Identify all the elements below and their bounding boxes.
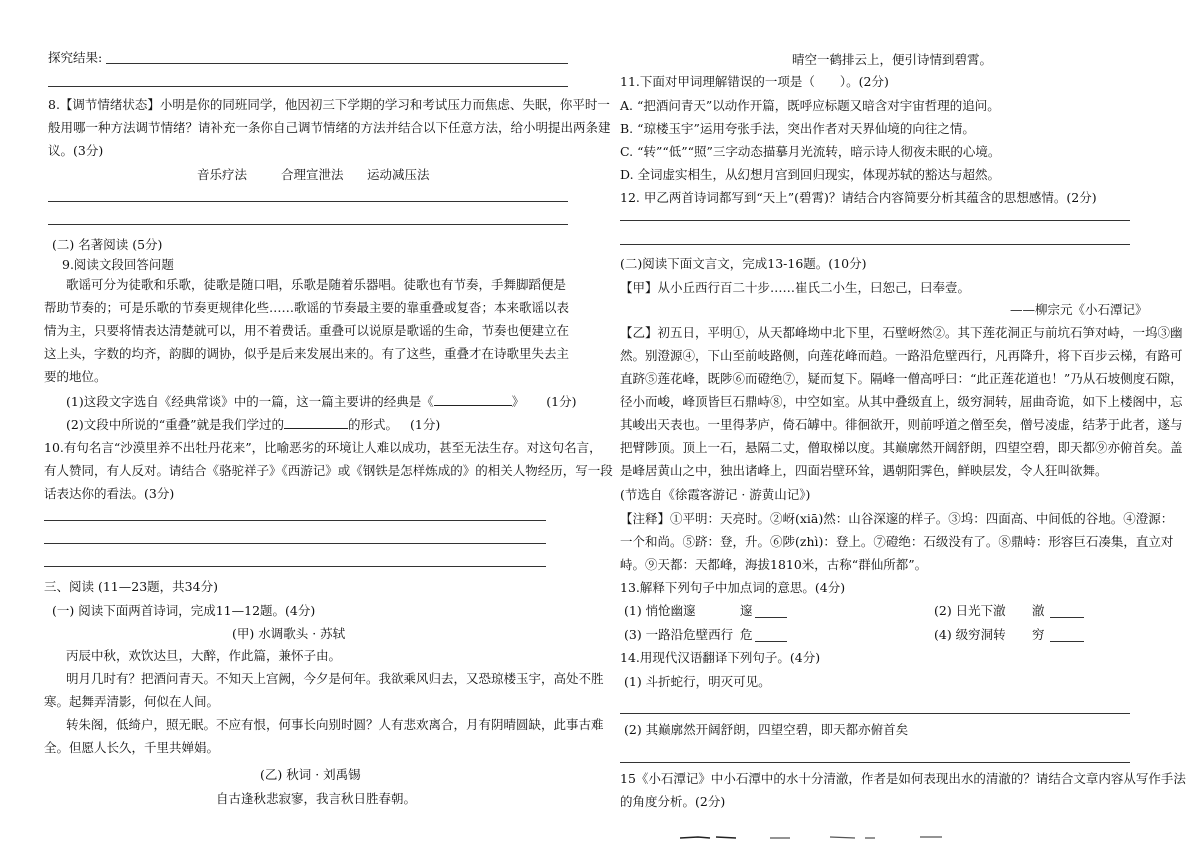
poem-yi-line: 晴空一鹤排云上，便引诗情到碧霄。	[792, 52, 993, 67]
passage-yi-line: 把臂陟顶。顶上一石，悬隔二丈，僧取梯以度。其巅廓然开阔舒朗，四望空碧，即天都⑨亦俯首矣。盖	[620, 440, 1183, 455]
poem-jia-title: (甲) 水调歌头 · 苏轼	[232, 626, 346, 641]
q13-stem: 13.解释下列句子中加点词的意思。(4分)	[620, 580, 846, 595]
poem-jia-line: 全。但愿人长久，千里共婵娟。	[44, 740, 220, 755]
passage-yi-line: 其峻出天表也。一里得茅庐，倚石罅中。徘徊欲开，则前呼道之僧至矣，僧号凌虚，结茅于此者，遂与	[620, 417, 1183, 432]
passage-yi-line: 径小而峻，峰顶皆巨石鼎峙⑧，中空如室。从其中叠级直上，级穷洞转，屈曲奇诡，如下上楼阁中，忘	[620, 394, 1183, 409]
q9-passage-line: 歌谣可分为徒歌和乐歌，徒歌是随口唱，乐歌是随着乐器唱。徒歌也有节奏，手舞脚蹈便是	[66, 277, 567, 292]
poem-jia-line: 寒。起舞弄清影，何似在人间。	[44, 694, 220, 709]
q9-subquestion-2	[66, 416, 440, 433]
q13-item-2: (2) 日光下澈	[934, 603, 1006, 618]
answer-line[interactable]	[106, 63, 568, 64]
passage-yi-line: 然。别澄源④，下山至前岐路侧，向莲花峰而趋。一路沿危壁西行，凡再降升，将下百步云梯，有路可	[620, 348, 1183, 363]
q9-2-score: (1分)	[410, 417, 441, 432]
q9-passage-line: 这上头，字数的均齐，韵脚的调协，似乎是后来发展出来的。有了这些，重叠才在诗歌里失去主	[44, 346, 570, 361]
q11-option-a[interactable]: A. “把酒问青天”以动作开篇，既呼应标题又暗含对宇宙哲理的追问。	[620, 98, 1000, 113]
notes-line: 一个和尚。⑤跻：登，升。⑥陟(zhì)：登上。⑦磴绝：石级没有了。⑧鼎峙：形容巨石凑集，直立对	[620, 534, 1174, 549]
answer-line[interactable]	[44, 543, 546, 544]
q14-stem: 14.用现代汉语翻译下列句子。(4分)	[620, 650, 821, 665]
answer-line[interactable]	[48, 224, 568, 225]
q9-title: 9.阅读文段回答问题	[62, 257, 174, 272]
q10-line: 有人赞同，有人反对。请结合《骆驼祥子》《西游记》或《钢铁是怎样炼成的》的相关人物经历，写一段	[44, 463, 613, 478]
q14-sentence-1: (1) 斗折蛇行，明灭可见。	[624, 674, 771, 689]
scan-artifact-marks	[680, 832, 980, 842]
q9-passage-line: 情为主，只要将情表达清楚就可以，用不着费话。重叠可以说原是歌谣的生命，节奏也便建立在	[44, 323, 570, 338]
passage-yi-line: 直跻⑤莲花峰，既陟⑥而磴绝⑦，疑而复下。隔峰一僧高呼曰：“此正莲花道也！”乃从石坡侧度石隙，	[620, 371, 1183, 386]
q13-item-2-word: 澈	[1032, 603, 1045, 618]
poem-section-instructions: (一) 阅读下面两首诗词，完成11—12题。(4分)	[52, 603, 316, 618]
answer-line[interactable]	[48, 201, 568, 202]
poem-jia-preface: 丙辰中秋，欢饮达旦，大醉，作此篇，兼怀子由。	[66, 648, 342, 663]
answer-line[interactable]	[620, 244, 1130, 245]
passage-yi-line: 【乙】初五日，平明①，从天都峰坳中北下里，石壁岈然②。其下莲花洞正与前坑石笋对峙，一坞③幽	[620, 325, 1183, 340]
q9-2-text: (2)文段中所说的“重叠”就是我们学过的	[66, 417, 284, 432]
q13-item-3-blank[interactable]	[755, 641, 787, 642]
q11-stem: 11.下面对甲词理解错误的一项是（ ）。(2分)	[620, 74, 889, 89]
q9-2-blank[interactable]	[284, 416, 348, 429]
method-vent: 合理宣泄法	[281, 167, 344, 182]
q8-line-2: 般用哪一种方法调节情绪？请补充一条你自己调节情绪的方法并结合以下任意方法，给小明提出两条建	[48, 120, 611, 135]
answer-line[interactable]	[44, 520, 546, 521]
poem-jia-line: 明月几时有？把酒问青天。不知天上宫阙，今夕是何年。我欲乘风归去，又恐琼楼玉宇，高处不胜	[66, 671, 604, 686]
q13-item-3-word: 危	[740, 627, 753, 642]
q15-line: 15《小石潭记》中小石潭中的水十分清澈，作者是如何表现出水的清澈的？请结合文章内容从写作手法	[620, 771, 1186, 786]
q13-item-4-blank[interactable]	[1050, 641, 1084, 642]
answer-line[interactable]	[48, 86, 568, 87]
q13-item-1: (1) 悄怆幽邃	[624, 603, 696, 618]
q9-1-close: 》	[511, 394, 525, 409]
poem-yi-title: (乙) 秋词 · 刘禹锡	[260, 767, 361, 782]
q11-option-b[interactable]: B. “琼楼玉宇”运用夸张手法，突出作者对天界仙境的向往之情。	[620, 121, 975, 136]
answer-line[interactable]	[44, 566, 546, 567]
q13-item-1-word: 邃	[740, 603, 753, 618]
q11-option-c[interactable]: C. “转”“低”“照”三字动态描摹月光流转，暗示诗人彻夜未眠的心境。	[620, 144, 1001, 159]
q10-line: 话表达你的看法。(3分)	[44, 486, 175, 501]
method-exercise: 运动减压法	[367, 167, 430, 182]
q13-item-2-blank[interactable]	[1050, 617, 1084, 618]
notes-line: 峙。⑨天都：天都峰，海拔1810米，古称“群仙所都”。	[620, 557, 928, 572]
poem-jia-line: 转朱阁，低绮户，照无眠。不应有恨，何事长向别时圆？人有悲欢离合，月有阴晴圆缺，此事古难	[66, 717, 604, 732]
answer-line[interactable]	[620, 713, 1130, 714]
poem-yi-line: 自古逢秋悲寂寥，我言秋日胜春朝。	[216, 791, 417, 806]
q13-item-4-word: 穷	[1032, 627, 1045, 642]
passage-jia-source: ——柳宗元《小石潭记》	[1010, 302, 1148, 317]
explore-result-label: 探究结果:	[48, 50, 103, 65]
q15-line: 的角度分析。(2分)	[620, 794, 726, 809]
q9-1-score: (1分)	[546, 394, 577, 409]
q13-item-1-blank[interactable]	[755, 617, 787, 618]
section-classic-reading-title: (二) 名著阅读 (5分)	[52, 237, 163, 252]
passage-yi-line: 是峰居黄山之中，独出诸峰上，四面岩壁环耸，遇朝阳霁色，鲜映层发，令人狂叫欲舞。	[620, 463, 1108, 478]
section-reading-title: 三、阅读 (11—23题，共34分)	[44, 579, 218, 594]
answer-line[interactable]	[620, 762, 1130, 763]
passage-jia: 【甲】从小丘西行百二十步……崔氏二小生，曰恕己，曰奉壹。	[620, 280, 971, 295]
q11-option-d[interactable]: D. 全词虚实相生，从幻想月宫到回归现实，体现苏轼的豁达与超然。	[620, 167, 1001, 182]
q10-line: 10.有句名言“沙漠里养不出牡丹花来”，比喻恶劣的环境让人难以成功，甚至无法生存。对这句名言，	[44, 440, 602, 455]
notes-line: 【注释】①平明：天亮时。②岈(xiā)然：山谷深邃的样子。③坞：四面高、中间低的谷地。④澄源：	[620, 511, 1174, 526]
classical-section-title: (二)阅读下面文言文，完成13-16题。(10分)	[620, 256, 867, 271]
q14-sentence-2: (2) 其巅廓然开阔舒朗，四望空碧，即天都亦俯首矣	[624, 722, 909, 737]
q13-item-4: (4) 级穷洞转	[934, 627, 1006, 642]
method-music: 音乐疗法	[197, 167, 248, 182]
q9-2-tail: 的形式。	[348, 417, 399, 432]
q9-passage-line: 帮助节奏的；可是乐歌的节奏更规律化些……歌谣的节奏最主要的靠重叠或复沓；本来歌谣以表	[44, 300, 570, 315]
q9-1-text: (1)这段文字选自《经典常谈》中的一篇，这一篇主要讲的经典是《	[66, 394, 434, 409]
passage-yi-source: (节选自《徐霞客游记 · 游黄山记》)	[620, 487, 811, 502]
q13-item-3: (3) 一路沿危壁西行	[624, 627, 734, 642]
q9-passage-line: 要的地位。	[44, 369, 107, 384]
q9-subquestion-1	[66, 393, 576, 410]
q8-line-3: 议。(3分)	[48, 143, 104, 158]
answer-line[interactable]	[620, 220, 1130, 221]
q8-line-1: 8.【调节情绪状态】小明是你的同班同学，他因初三下学期的学习和考试压力而焦虑、失眠，你平时一	[48, 97, 610, 112]
q12-stem: 12. 甲乙两首诗词都写到“天上”(碧霄)？请结合内容简要分析其蕴含的思想感情。(2分)	[620, 190, 1097, 205]
q9-1-blank[interactable]	[434, 393, 512, 406]
